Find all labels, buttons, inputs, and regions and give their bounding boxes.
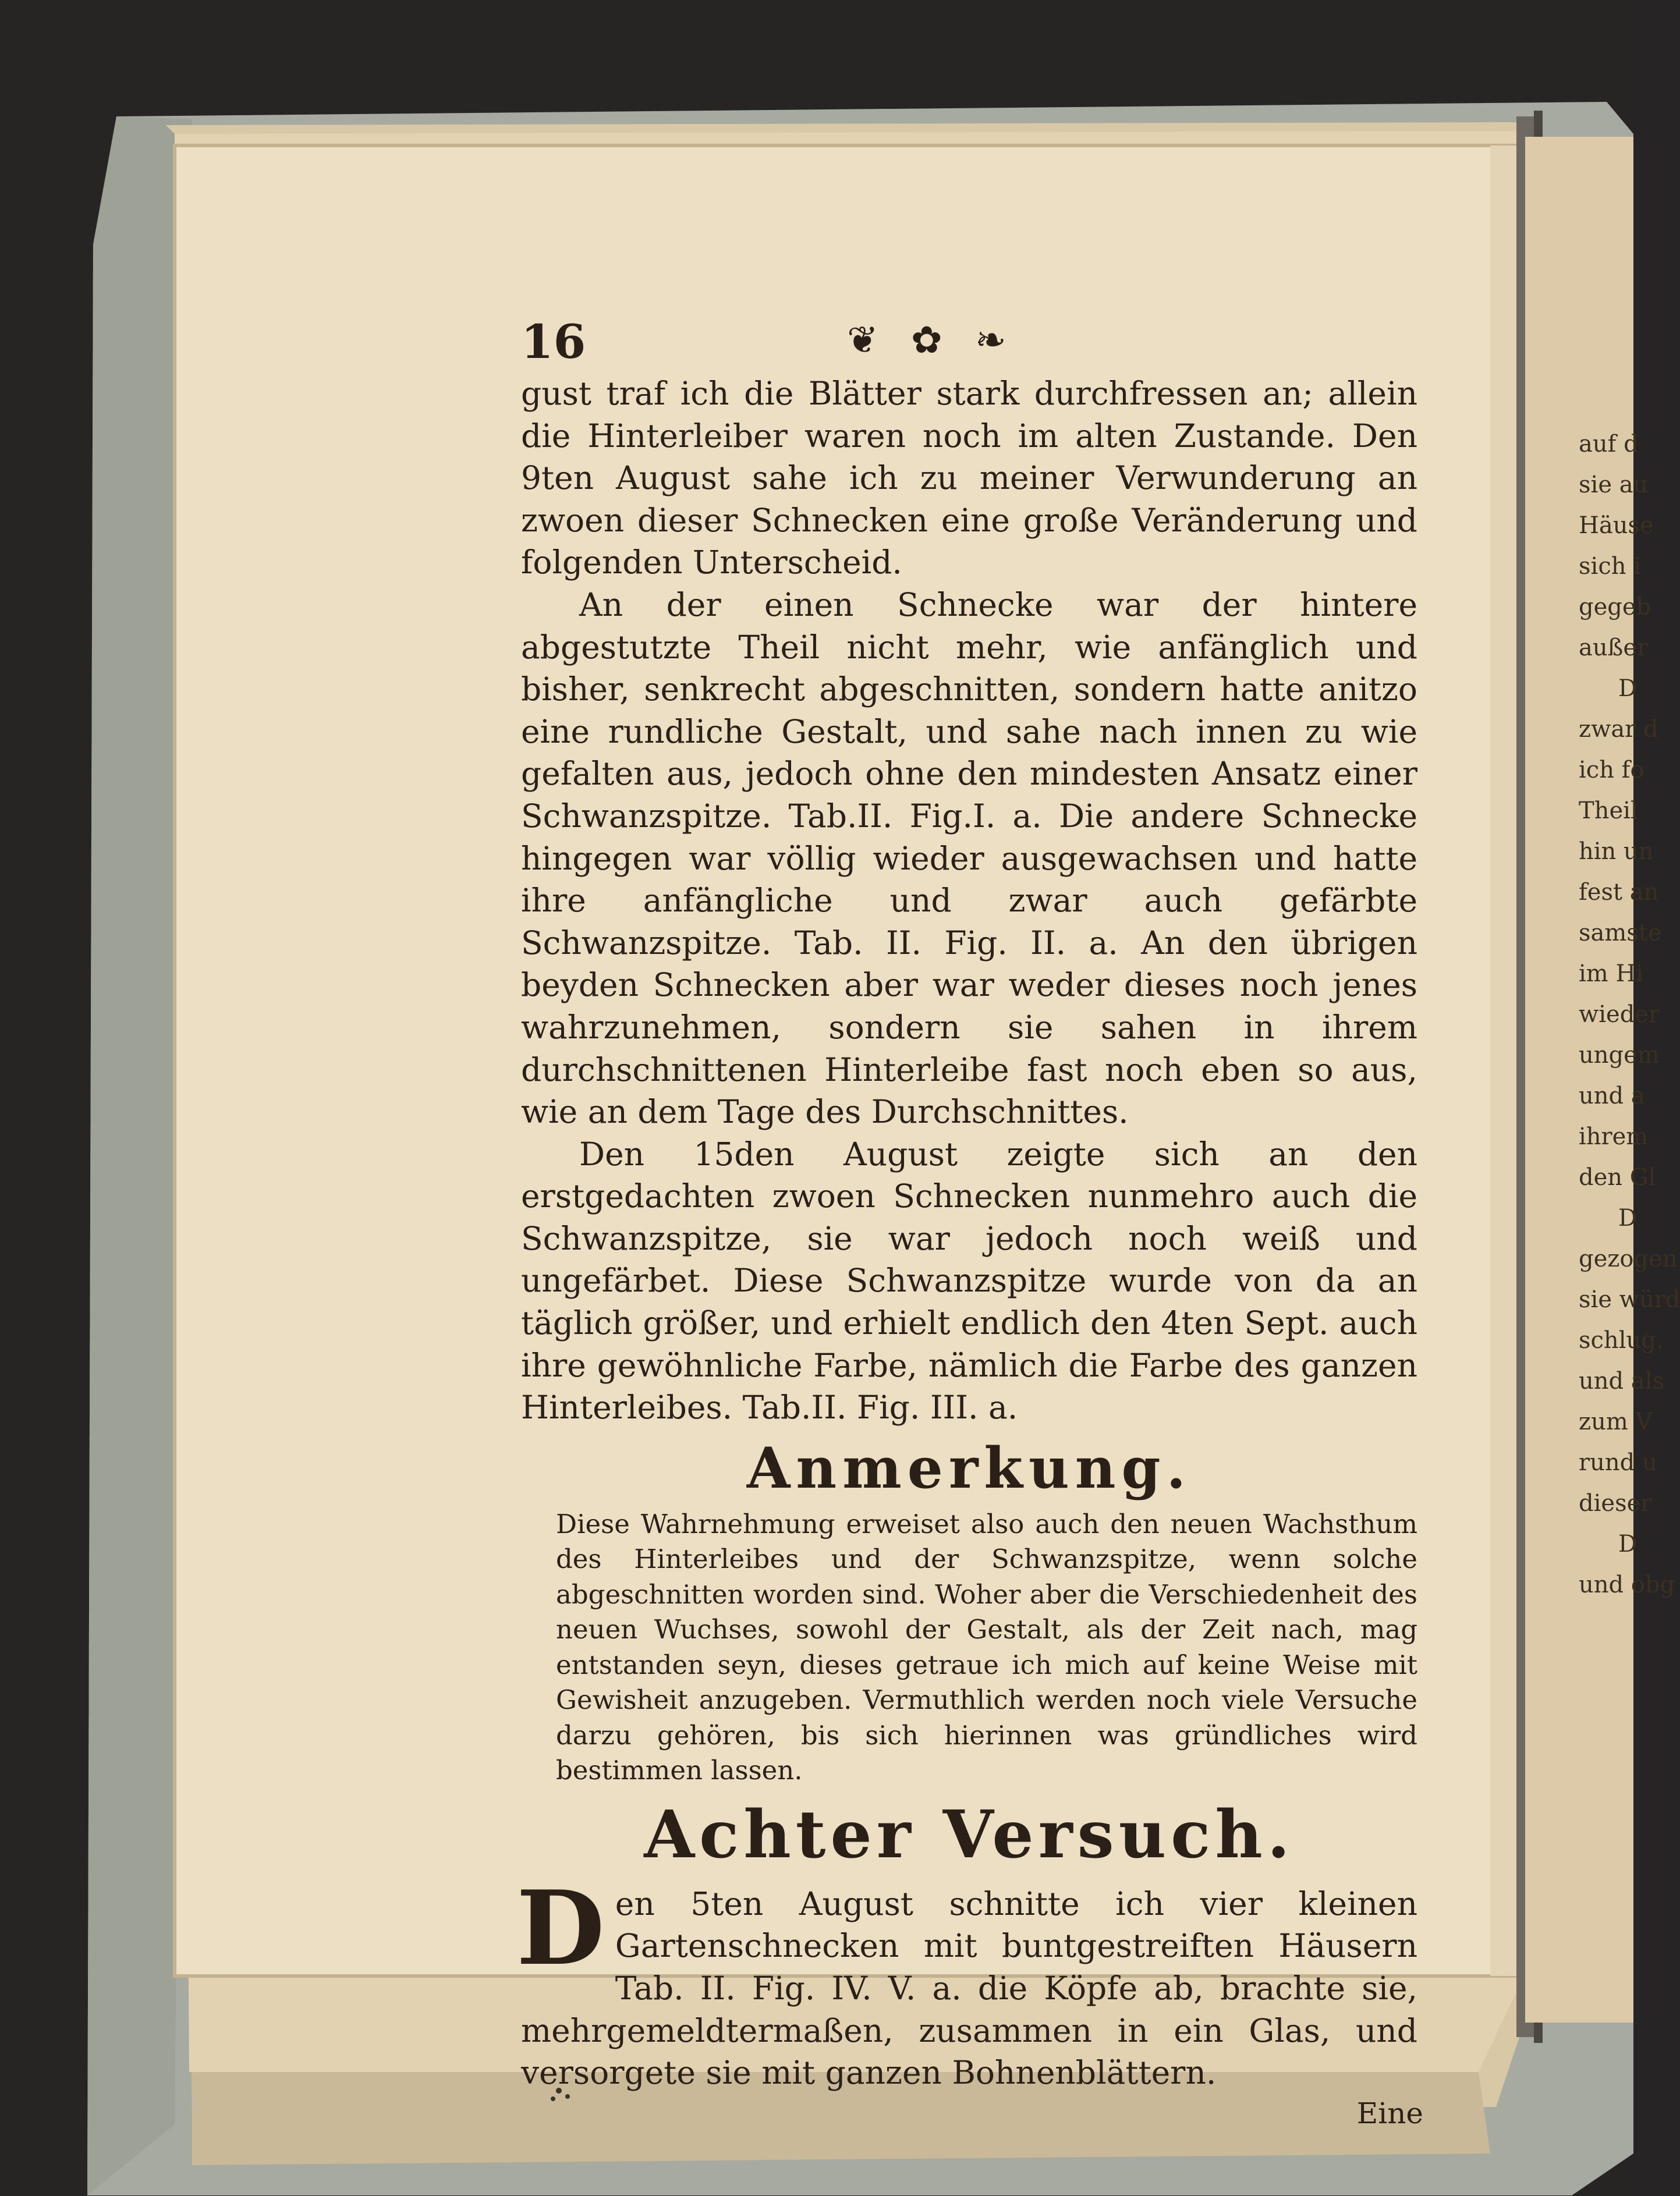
paragraph: Den 15den August zeigte sich an den erstgedachten zwoen Schnecken nunmehro auch die Schwanzspitze, sie war jedoch noch weiß und ungefärbet. Diese Schwanzspitze wurde von da an täglich größer, und erhielt endlich den 4ten Sept. auch ihre gewöhnliche Farbe, nämlich die Farbe des ganzen Hinterleibes. Tab.II. Fig. III. a. [521, 1135, 1417, 1427]
facing-line: sich i [1579, 553, 1641, 580]
facing-line: ungem [1579, 1042, 1660, 1069]
facing-line: gegeb [1579, 594, 1651, 620]
dropcap-letter: D [516, 1868, 605, 1988]
page-number: 16 [521, 314, 586, 369]
facing-line: den Gl [1579, 1164, 1656, 1191]
facing-line: und obg [1579, 1571, 1675, 1598]
facing-line: dieser [1579, 1490, 1652, 1517]
facing-line: Häuse [1579, 512, 1654, 539]
facing-line: schlug. [1579, 1327, 1664, 1354]
facing-line: samste [1579, 920, 1662, 946]
facing-line: zwar d [1579, 716, 1658, 743]
facing-line: D [1618, 1531, 1638, 1558]
page-text-block [516, 303, 1423, 2135]
facing-line: zum V [1579, 1409, 1653, 1435]
facing-line: fest an [1579, 879, 1659, 906]
catchword: Eine [1356, 2096, 1423, 2130]
facing-line: sie au [1579, 471, 1649, 498]
paragraph-continued: gust traf ich die Blätter stark durchfressen an; allein die Hinterleiber waren noch im alten Zustande. Den 9ten August sahe ich zu meiner Verwunderung an zwoen dieser Schnecken eine große Veränderung und folgenden Unterscheid. [521, 375, 1417, 581]
facing-line: sie würd [1579, 1286, 1680, 1313]
facing-line: rund u [1579, 1449, 1657, 1476]
facing-line: ich fo [1579, 757, 1644, 783]
chapter-heading: Achter Versuch. [644, 1796, 1295, 1873]
page-header [521, 303, 1417, 372]
chapter-first-paragraph [516, 1868, 1417, 2094]
facing-line: und als [1579, 1368, 1665, 1395]
facing-line: Theil [1579, 797, 1638, 824]
facing-line: D [1618, 675, 1638, 702]
note-heading: Anmerkung. [746, 1435, 1192, 1501]
note-text: Diese Wahrnehmung erweiset also auch den neuen Wachsthum des Hinterleibes und der Schwanzspitze, wenn solche abgeschnitten worden sind. Woher aber die Verschiedenheit des neuen Wuchses, sowohl der Gestalt, als der Zeit nach, mag entstanden seyn, dieses getraue ich mich auf keine Weise mit Gewisheit anzugeben. Vermuthlich werden noch viele Versuche darzu gehören, bis sich hierinnen was gründliches wird bestimmen lassen. [556, 1508, 1417, 1786]
facing-line: hin un [1579, 838, 1654, 865]
paragraph: en 5ten August schnitte ich vier kleinen Gartenschnecken mit buntgestreiften Häusern Tab. II. Fig. IV. V. a. die Köpfe ab, brachte sie, mehrgemeldtermaßen, zusammen in ein Glas, und versorgete sie mit ganzen Bohnenblättern. [521, 1885, 1417, 2092]
paragraph: An der einen Schnecke war der hintere abgestutzte Theil nicht mehr, wie anfänglich und bisher, senkrecht abgeschnitten, sondern hatte anitzo eine rundliche Gestalt, und sahe nach innen zu wie gefalten aus, jedoch ohne den mindesten Ansatz einer Schwanzspitze. Tab.II. Fig.I. a. Die andere Schnecke hingegen war völlig wieder ausgewachsen und hatte ihre anfängliche und zwar auch gefärbte Schwanzspitze. Tab. II. Fig. II. a. An den übrigen beyden Schnecken aber war weder dieses noch jenes wahrzunehmen, sondern sie sahen in ihrem durchschnittenen Hinterleibe fast noch eben so aus, wie an dem Tage des Durchschnittes. [521, 586, 1417, 1131]
facing-line: ihrem [1579, 1123, 1649, 1150]
facing-line: im Hi [1579, 960, 1644, 987]
facing-line: außer [1579, 634, 1649, 661]
header-ornament-icon: ❦ ✿ ❧ [847, 319, 1017, 362]
facing-line: und a [1579, 1083, 1645, 1109]
facing-page-fragment [1525, 137, 1680, 2023]
facing-line: D [1618, 1205, 1638, 1232]
facing-line: wieder [1579, 1001, 1660, 1028]
facing-line: gezogen [1579, 1246, 1678, 1272]
facing-line: auf d [1579, 431, 1639, 457]
